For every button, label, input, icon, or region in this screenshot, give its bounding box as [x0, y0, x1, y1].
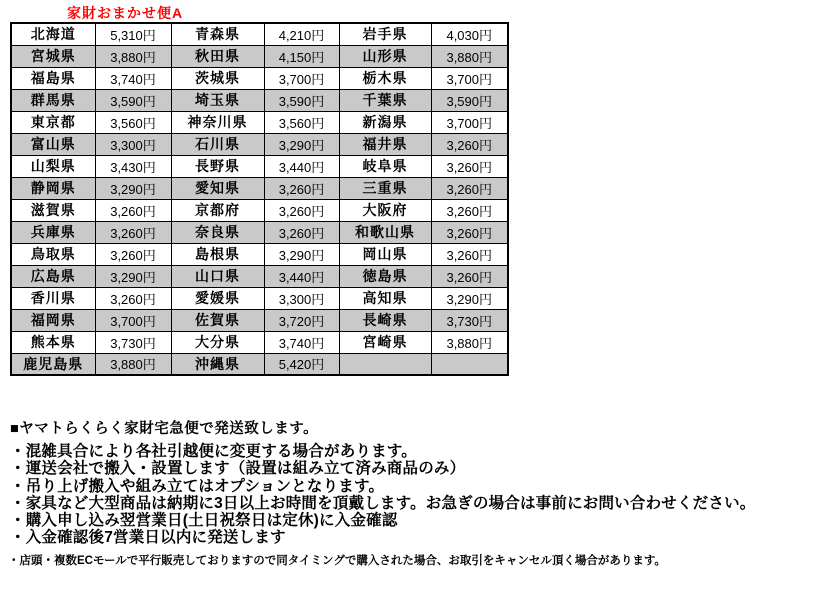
price-cell: 3,260円: [95, 243, 171, 265]
note-bullet: ・家具など大型商品は納期に3日以上お時間を頂戴します。お急ぎの場合は事前にお問い合わせください。: [10, 494, 756, 512]
prefecture-cell: 東京都: [11, 111, 95, 133]
price-cell: 3,260円: [431, 243, 508, 265]
note-bullet: ・吊り上げ搬入や組み立てはオプションとなります。: [10, 477, 385, 495]
price-cell: 3,700円: [264, 67, 339, 89]
table-row: [11, 243, 508, 265]
price-cell: 3,290円: [264, 243, 339, 265]
price-cell: 3,290円: [264, 133, 339, 155]
shipping-fee-table: [10, 22, 509, 376]
prefecture-cell: 北海道: [11, 23, 95, 45]
prefecture-cell: 三重県: [339, 177, 431, 199]
price-cell: 3,430円: [95, 155, 171, 177]
prefecture-cell: 高知県: [339, 287, 431, 309]
price-cell: 3,560円: [264, 111, 339, 133]
price-cell: 4,030円: [431, 23, 508, 45]
price-cell: 3,260円: [431, 177, 508, 199]
price-cell: 4,210円: [264, 23, 339, 45]
table-row: [11, 155, 508, 177]
note-bullet: ・購入申し込み翌営業日(土日祝祭日は定休)に入金確認: [10, 512, 398, 530]
table-row: [11, 23, 508, 45]
table-row: [11, 45, 508, 67]
prefecture-cell: 岐阜県: [339, 155, 431, 177]
prefecture-cell: 京都府: [171, 199, 264, 221]
table-row: [11, 287, 508, 309]
prefecture-cell: 鳥取県: [11, 243, 95, 265]
prefecture-cell: 大阪府: [339, 199, 431, 221]
prefecture-cell: 長野県: [171, 155, 264, 177]
prefecture-cell: 愛知県: [171, 177, 264, 199]
prefecture-cell: 石川県: [171, 133, 264, 155]
table-row: [11, 265, 508, 287]
prefecture-cell: 静岡県: [11, 177, 95, 199]
price-cell: 3,260円: [264, 199, 339, 221]
prefecture-cell: 広島県: [11, 265, 95, 287]
price-cell: 3,560円: [95, 111, 171, 133]
price-cell: 3,880円: [431, 331, 508, 353]
prefecture-cell: 新潟県: [339, 111, 431, 133]
prefecture-cell: 秋田県: [171, 45, 264, 67]
prefecture-cell: 埼玉県: [171, 89, 264, 111]
prefecture-cell: 滋賀県: [11, 199, 95, 221]
price-cell: 3,260円: [95, 199, 171, 221]
prefecture-cell: 千葉県: [339, 89, 431, 111]
prefecture-cell: 岡山県: [339, 243, 431, 265]
price-cell: 3,260円: [264, 221, 339, 243]
table-row: [11, 133, 508, 155]
price-cell: 3,730円: [95, 331, 171, 353]
note-bullet: ・運送会社で搬入・設置します（設置は組み立て済み商品のみ）: [10, 460, 466, 478]
price-cell: 5,310円: [95, 23, 171, 45]
price-cell: 3,440円: [264, 155, 339, 177]
table-row: [11, 221, 508, 243]
prefecture-cell: 徳島県: [339, 265, 431, 287]
price-cell: 3,260円: [431, 133, 508, 155]
prefecture-cell: 群馬県: [11, 89, 95, 111]
prefecture-cell: 岩手県: [339, 23, 431, 45]
price-cell: 3,300円: [264, 287, 339, 309]
prefecture-cell: 青森県: [171, 23, 264, 45]
table-row: [11, 89, 508, 111]
prefecture-cell: 香川県: [11, 287, 95, 309]
prefecture-cell: 山梨県: [11, 155, 95, 177]
price-cell: 3,700円: [431, 67, 508, 89]
price-cell: 3,260円: [95, 221, 171, 243]
prefecture-cell: [339, 353, 431, 375]
price-cell: 4,150円: [264, 45, 339, 67]
prefecture-cell: 沖縄県: [171, 353, 264, 375]
price-cell: 3,740円: [264, 331, 339, 353]
price-cell: 3,260円: [431, 199, 508, 221]
price-cell: 3,590円: [431, 89, 508, 111]
notes-bullets: [10, 443, 755, 547]
table-title: 家財おまかせ便A: [67, 5, 184, 21]
table-row: [11, 177, 508, 199]
prefecture-cell: 佐賀県: [171, 309, 264, 331]
prefecture-cell: 長崎県: [339, 309, 431, 331]
prefecture-cell: 鹿児島県: [11, 353, 95, 375]
prefecture-cell: 富山県: [11, 133, 95, 155]
price-cell: 3,880円: [95, 353, 171, 375]
prefecture-cell: 島根県: [171, 243, 264, 265]
prefecture-cell: 熊本県: [11, 331, 95, 353]
price-cell: 3,260円: [431, 155, 508, 177]
prefecture-cell: 茨城県: [171, 67, 264, 89]
price-cell: 3,260円: [431, 221, 508, 243]
prefecture-cell: 奈良県: [171, 221, 264, 243]
price-cell: 3,740円: [95, 67, 171, 89]
price-cell: 3,290円: [95, 265, 171, 287]
table-row: [11, 353, 508, 375]
table-row: [11, 331, 508, 353]
prefecture-cell: 福井県: [339, 133, 431, 155]
price-cell: 3,290円: [431, 287, 508, 309]
prefecture-cell: 宮城県: [11, 45, 95, 67]
table-row: [11, 199, 508, 221]
prefecture-cell: 宮崎県: [339, 331, 431, 353]
price-cell: 3,720円: [264, 309, 339, 331]
price-cell: 3,590円: [264, 89, 339, 111]
price-cell: 3,730円: [431, 309, 508, 331]
prefecture-cell: 山形県: [339, 45, 431, 67]
price-cell: 5,420円: [264, 353, 339, 375]
prefecture-cell: 和歌山県: [339, 221, 431, 243]
prefecture-cell: 福岡県: [11, 309, 95, 331]
note-bullet: ・混雑具合により各社引越便に変更する場合があります。: [10, 443, 417, 460]
price-cell: 3,290円: [95, 177, 171, 199]
price-cell: 3,880円: [95, 45, 171, 67]
table-row: [11, 111, 508, 133]
prefecture-cell: 山口県: [171, 265, 264, 287]
table-row: [11, 309, 508, 331]
price-cell: 3,700円: [95, 309, 171, 331]
price-cell: 3,440円: [264, 265, 339, 287]
price-cell: 3,700円: [431, 111, 508, 133]
prefecture-cell: 愛媛県: [171, 287, 264, 309]
table-row: [11, 67, 508, 89]
price-cell: 3,590円: [95, 89, 171, 111]
prefecture-cell: 兵庫県: [11, 221, 95, 243]
prefecture-cell: 栃木県: [339, 67, 431, 89]
price-cell: [431, 353, 508, 375]
notes-footnote: ・店頭・複数ECモールで平行販売しておりますので同タイミングで購入された場合、お取引をキャンセル頂く場合があります。: [8, 555, 666, 567]
price-cell: 3,880円: [431, 45, 508, 67]
price-cell: 3,260円: [431, 265, 508, 287]
note-bullet: ・入金確認後7営業日以内に発送します: [10, 529, 286, 547]
price-cell: 3,260円: [264, 177, 339, 199]
prefecture-cell: 神奈川県: [171, 111, 264, 133]
price-cell: 3,260円: [95, 287, 171, 309]
price-cell: 3,300円: [95, 133, 171, 155]
shipping-fee-table-body: [11, 23, 508, 375]
prefecture-cell: 大分県: [171, 331, 264, 353]
prefecture-cell: 福島県: [11, 67, 95, 89]
notes-heading: ■ヤマトらくらく家財宅急便で発送致します。: [10, 421, 319, 437]
